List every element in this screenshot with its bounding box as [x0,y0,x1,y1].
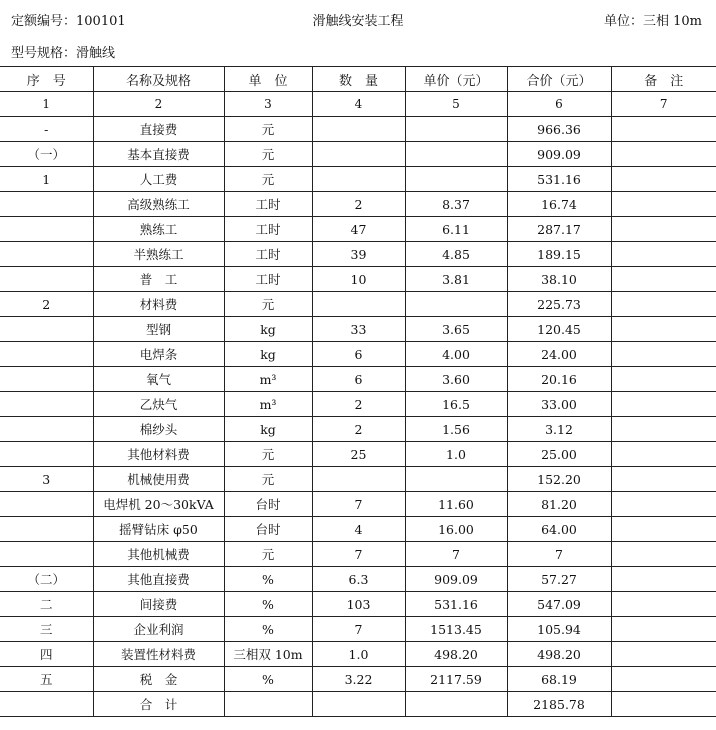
table-cell [611,692,716,717]
table-cell [312,167,405,192]
table-cell: 2 [0,292,93,317]
table-cell [611,367,716,392]
table-cell: 1.0 [405,442,507,467]
table-cell: % [224,667,312,692]
table-cell: 3.60 [405,367,507,392]
table-cell [405,467,507,492]
table-cell: kg [224,417,312,442]
table-cell: 电焊机 20～30kVA [93,492,224,517]
table-cell: 工时 [224,242,312,267]
table-cell: 材料费 [93,292,224,317]
spec-line [0,42,716,64]
table-cell: 4 [312,517,405,542]
table-cell: 531.16 [405,592,507,617]
table-cell: % [224,567,312,592]
table-cell: 25 [312,442,405,467]
table-cell [611,592,716,617]
table-cell: 103 [312,592,405,617]
table-row [0,592,716,617]
table-cell: 棉纱头 [93,417,224,442]
table-cell [312,117,405,142]
table-cell: 元 [224,167,312,192]
table-cell: 2185.78 [507,692,611,717]
table-cell: 57.27 [507,567,611,592]
table-cell: 人工费 [93,167,224,192]
table-row [0,467,716,492]
table-cell: 工时 [224,192,312,217]
table-cell: 熟练工 [93,217,224,242]
table-cell: 25.00 [507,442,611,467]
table-cell: m³ [224,367,312,392]
table-row [0,567,716,592]
table-cell: 6.3 [312,567,405,592]
table-cell: kg [224,317,312,342]
table-cell: 工时 [224,267,312,292]
table-cell: 64.00 [507,517,611,542]
table-cell: 四 [0,642,93,667]
table-row [0,292,716,317]
table-cell: 1513.45 [405,617,507,642]
table-cell: 189.15 [507,242,611,267]
table-cell [611,117,716,142]
table-cell: 3 [224,92,312,117]
header-line [0,10,716,32]
table-cell: 547.09 [507,592,611,617]
table-row [0,642,716,667]
table-cell: 7 [405,542,507,567]
table-cell: 7 [312,492,405,517]
table-cell: 乙炔气 [93,392,224,417]
table-row [0,392,716,417]
table-row [0,267,716,292]
table-row [0,442,716,467]
table-cell: 3.12 [507,417,611,442]
cost-table [0,66,716,717]
quota-number: 定额编号：100101 [11,14,126,29]
table-cell: 11.60 [405,492,507,517]
table-cell: 531.16 [507,167,611,192]
table-cell: 7 [611,92,716,117]
table-cell [611,667,716,692]
table-row [0,167,716,192]
col-header-unit: 单 位 [224,67,312,92]
table-cell: 其他直接费 [93,567,224,592]
table-cell: 16.5 [405,392,507,417]
table-cell: 摇臂钻床 φ50 [93,517,224,542]
table-cell: 元 [224,142,312,167]
table-cell: % [224,617,312,642]
table-cell [0,517,93,542]
col-header-no: 序 号 [0,67,93,92]
table-cell [405,117,507,142]
table-cell: 五 [0,667,93,692]
table-row [0,117,716,142]
table-cell [0,442,93,467]
table-cell [0,192,93,217]
table-cell: 税 金 [93,667,224,692]
table-cell: 元 [224,292,312,317]
table-cell [312,292,405,317]
table-cell: 其他材料费 [93,442,224,467]
table-cell: 8.37 [405,192,507,217]
table-cell: 10 [312,267,405,292]
table-cell [611,542,716,567]
table-cell: 33 [312,317,405,342]
table-cell [0,342,93,367]
table-cell: 3.65 [405,317,507,342]
table-cell [611,567,716,592]
table-cell: 909.09 [507,142,611,167]
table-body [0,92,716,717]
table-cell: 3 [0,467,93,492]
col-header-quantity: 数 量 [312,67,405,92]
table-cell: 33.00 [507,392,611,417]
table-cell: 装置性材料费 [93,642,224,667]
table-cell: 2 [93,92,224,117]
table-cell: 电焊条 [93,342,224,367]
table-cell: 16.00 [405,517,507,542]
table-cell: 3.22 [312,667,405,692]
table-cell: m³ [224,392,312,417]
table-row [0,492,716,517]
table-cell [611,417,716,442]
table-row [0,317,716,342]
table-cell [0,692,93,717]
table-cell [0,417,93,442]
table-cell [312,467,405,492]
table-cell [0,317,93,342]
table-cell [611,292,716,317]
table-cell: 型钢 [93,317,224,342]
table-cell: 38.10 [507,267,611,292]
table-cell: 合 计 [93,692,224,717]
table-cell: 2 [312,192,405,217]
table-cell: 三 [0,617,93,642]
table-cell: 120.45 [507,317,611,342]
table-row [0,142,716,167]
table-cell [611,342,716,367]
table-cell: 5 [405,92,507,117]
table-row [0,517,716,542]
table-cell: 6 [312,367,405,392]
table-cell [611,267,716,292]
table-row [0,217,716,242]
column-index-row [0,92,716,117]
table-cell [0,392,93,417]
table-row [0,417,716,442]
table-cell [611,617,716,642]
table-row [0,367,716,392]
table-cell [0,542,93,567]
table-cell: 39 [312,242,405,267]
table-row [0,667,716,692]
table-cell: 1 [0,167,93,192]
table-cell [611,142,716,167]
table-cell: 4.85 [405,242,507,267]
table-cell: 三相双 10m [224,642,312,667]
table-cell: 普 工 [93,267,224,292]
table-cell [405,292,507,317]
table-cell: 7 [312,617,405,642]
table-cell: 6.11 [405,217,507,242]
table-cell: 高级熟练工 [93,192,224,217]
table-cell: 24.00 [507,342,611,367]
table-cell: 1.56 [405,417,507,442]
table-cell: - [0,117,93,142]
table-cell: 二 [0,592,93,617]
table-cell [0,267,93,292]
table-cell [611,517,716,542]
table-cell: 1.0 [312,642,405,667]
table-cell [405,142,507,167]
table-cell: 元 [224,442,312,467]
table-cell: 225.73 [507,292,611,317]
table-cell: 498.20 [405,642,507,667]
table-cell: 工时 [224,217,312,242]
table-row [0,542,716,567]
table-row [0,342,716,367]
table-cell [224,692,312,717]
table-cell: 105.94 [507,617,611,642]
table-cell [611,467,716,492]
table-cell [405,692,507,717]
table-cell [0,242,93,267]
table-cell: 2 [312,392,405,417]
table-cell: 68.19 [507,667,611,692]
col-header-total: 合价（元） [507,67,611,92]
table-cell [312,692,405,717]
table-cell: 元 [224,542,312,567]
table-header-row [0,67,716,92]
col-header-unit-price: 单价（元） [405,67,507,92]
table-cell [0,367,93,392]
table-cell [611,642,716,667]
table-cell: 元 [224,117,312,142]
table-row [0,242,716,267]
table-cell: 6 [507,92,611,117]
table-cell: kg [224,342,312,367]
table-row [0,692,716,717]
table-cell [611,167,716,192]
table-cell [611,217,716,242]
document-title: 滑触线安装工程 [312,14,404,29]
table-cell: 基本直接费 [93,142,224,167]
col-header-name: 名称及规格 [93,67,224,92]
table-cell: 氧气 [93,367,224,392]
table-cell: 2117.59 [405,667,507,692]
table-cell: 半熟练工 [93,242,224,267]
table-cell: 4.00 [405,342,507,367]
table-cell [611,442,716,467]
table-cell: 7 [507,542,611,567]
table-cell: 287.17 [507,217,611,242]
table-cell: （二） [0,567,93,592]
table-row [0,192,716,217]
table-cell: 20.16 [507,367,611,392]
table-cell: 间接费 [93,592,224,617]
table-cell: 966.36 [507,117,611,142]
table-cell: 台时 [224,517,312,542]
table-cell: % [224,592,312,617]
table-cell [0,492,93,517]
table-cell: 台时 [224,492,312,517]
col-header-remark: 备 注 [611,67,716,92]
table-cell: 元 [224,467,312,492]
table-cell: 152.20 [507,467,611,492]
model-spec: 型号规格：滑触线 [11,46,116,61]
table-cell: 498.20 [507,642,611,667]
table-cell: 81.20 [507,492,611,517]
table-cell [312,142,405,167]
table-cell [611,317,716,342]
table-cell: 直接费 [93,117,224,142]
table-cell: 其他机械费 [93,542,224,567]
table-cell: 909.09 [405,567,507,592]
table-cell: 1 [0,92,93,117]
table-cell: 47 [312,217,405,242]
unit-label: 单位：三相 10m [603,14,702,29]
table-cell: 7 [312,542,405,567]
table-cell [611,192,716,217]
table-cell: 6 [312,342,405,367]
table-cell: 16.74 [507,192,611,217]
table-cell: 2 [312,417,405,442]
table-cell [611,392,716,417]
table-cell [611,242,716,267]
table-cell [611,492,716,517]
table-row [0,617,716,642]
table-cell: 3.81 [405,267,507,292]
table-cell: 企业利润 [93,617,224,642]
table-cell [0,217,93,242]
table-cell: 4 [312,92,405,117]
table-cell: 机械使用费 [93,467,224,492]
table-cell [405,167,507,192]
table-cell: （一） [0,142,93,167]
